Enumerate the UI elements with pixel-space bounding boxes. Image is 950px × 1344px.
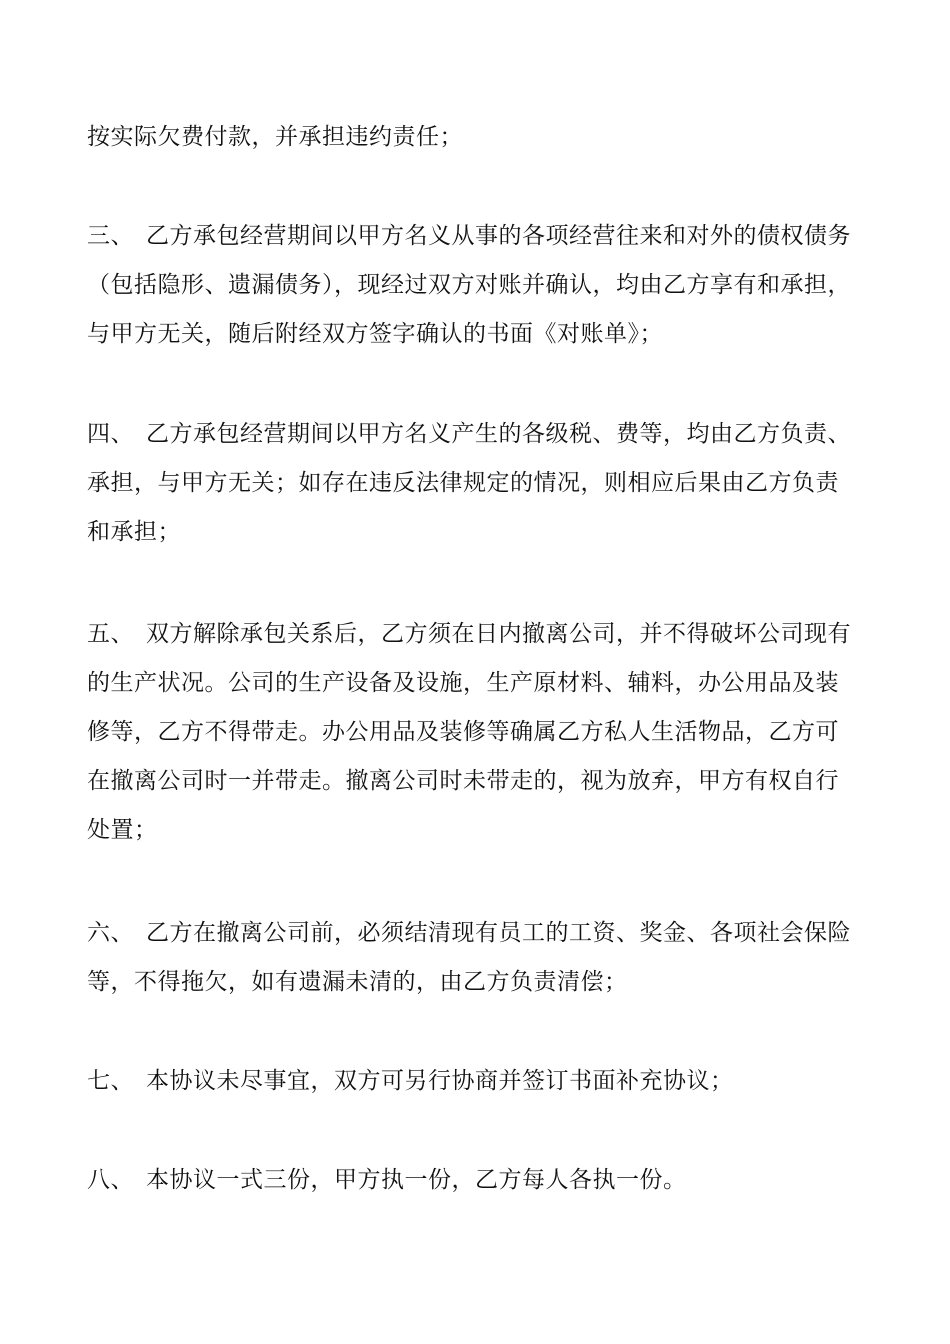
clause-7 — [87, 1057, 877, 1106]
clause-4-line-1: 乙方承包经营期间以甲方名义产生的各级税、费等，均由乙方负责、 — [146, 421, 851, 447]
clause-5-number: 五、 — [87, 621, 134, 647]
clause-3-number: 三、 — [87, 223, 134, 249]
clause-4-number: 四、 — [87, 421, 134, 447]
clause-5-line-3: 修等，乙方不得带走。办公用品及装修等确属乙方私人生活物品，乙方可 — [87, 719, 839, 745]
clause-4-line-2: 承担，与甲方无关；如存在违反法律规定的情况，则相应后果由乙方负责 — [87, 470, 839, 496]
clause-5-line-4: 在撤离公司时一并带走。撤离公司时未带走的，视为放弃，甲方有权自行 — [87, 768, 839, 794]
clause-8-line-1: 本协议一式三份，甲方执一份，乙方每人各执一份。 — [146, 1167, 687, 1193]
clause-8 — [87, 1156, 877, 1205]
clause-5 — [87, 610, 877, 855]
clause-3-line-2: （包括隐形、遗漏债务），现经过双方对账并确认，均由乙方享有和承担， — [87, 272, 851, 298]
clause-6 — [87, 909, 877, 1007]
clause-5-line-5: 处置； — [87, 817, 158, 843]
clause-3-line-1: 乙方承包经营期间以甲方名义从事的各项经营往来和对外的债权债务 — [146, 223, 851, 249]
clause-6-number: 六、 — [87, 920, 134, 946]
clause-4 — [87, 410, 877, 557]
clause-7-line-1: 本协议未尽事宜，双方可另行协商并签订书面补充协议； — [146, 1068, 734, 1094]
clause-3 — [87, 212, 877, 359]
clause-3-line-3: 与甲方无关，随后附经双方签字确认的书面《对账单》； — [87, 321, 663, 347]
intro-paragraph — [87, 113, 877, 162]
clause-5-line-2: 的生产状况。公司的生产设备及设施，生产原材料、辅料，办公用品及装 — [87, 670, 839, 696]
clause-7-number: 七、 — [87, 1068, 134, 1094]
clause-8-number: 八、 — [87, 1167, 134, 1193]
clause-6-line-2: 等，不得拖欠，如有遗漏未清的，由乙方负责清偿； — [87, 969, 628, 995]
clause-4-line-3: 和承担； — [87, 519, 181, 545]
clause-5-line-1: 双方解除承包关系后，乙方须在日内撤离公司，并不得破坏公司现有 — [146, 621, 851, 647]
clause-6-line-1: 乙方在撤离公司前，必须结清现有员工的工资、奖金、各项社会保险 — [146, 920, 851, 946]
intro-line-1: 按实际欠费付款，并承担违约责任； — [87, 124, 463, 150]
